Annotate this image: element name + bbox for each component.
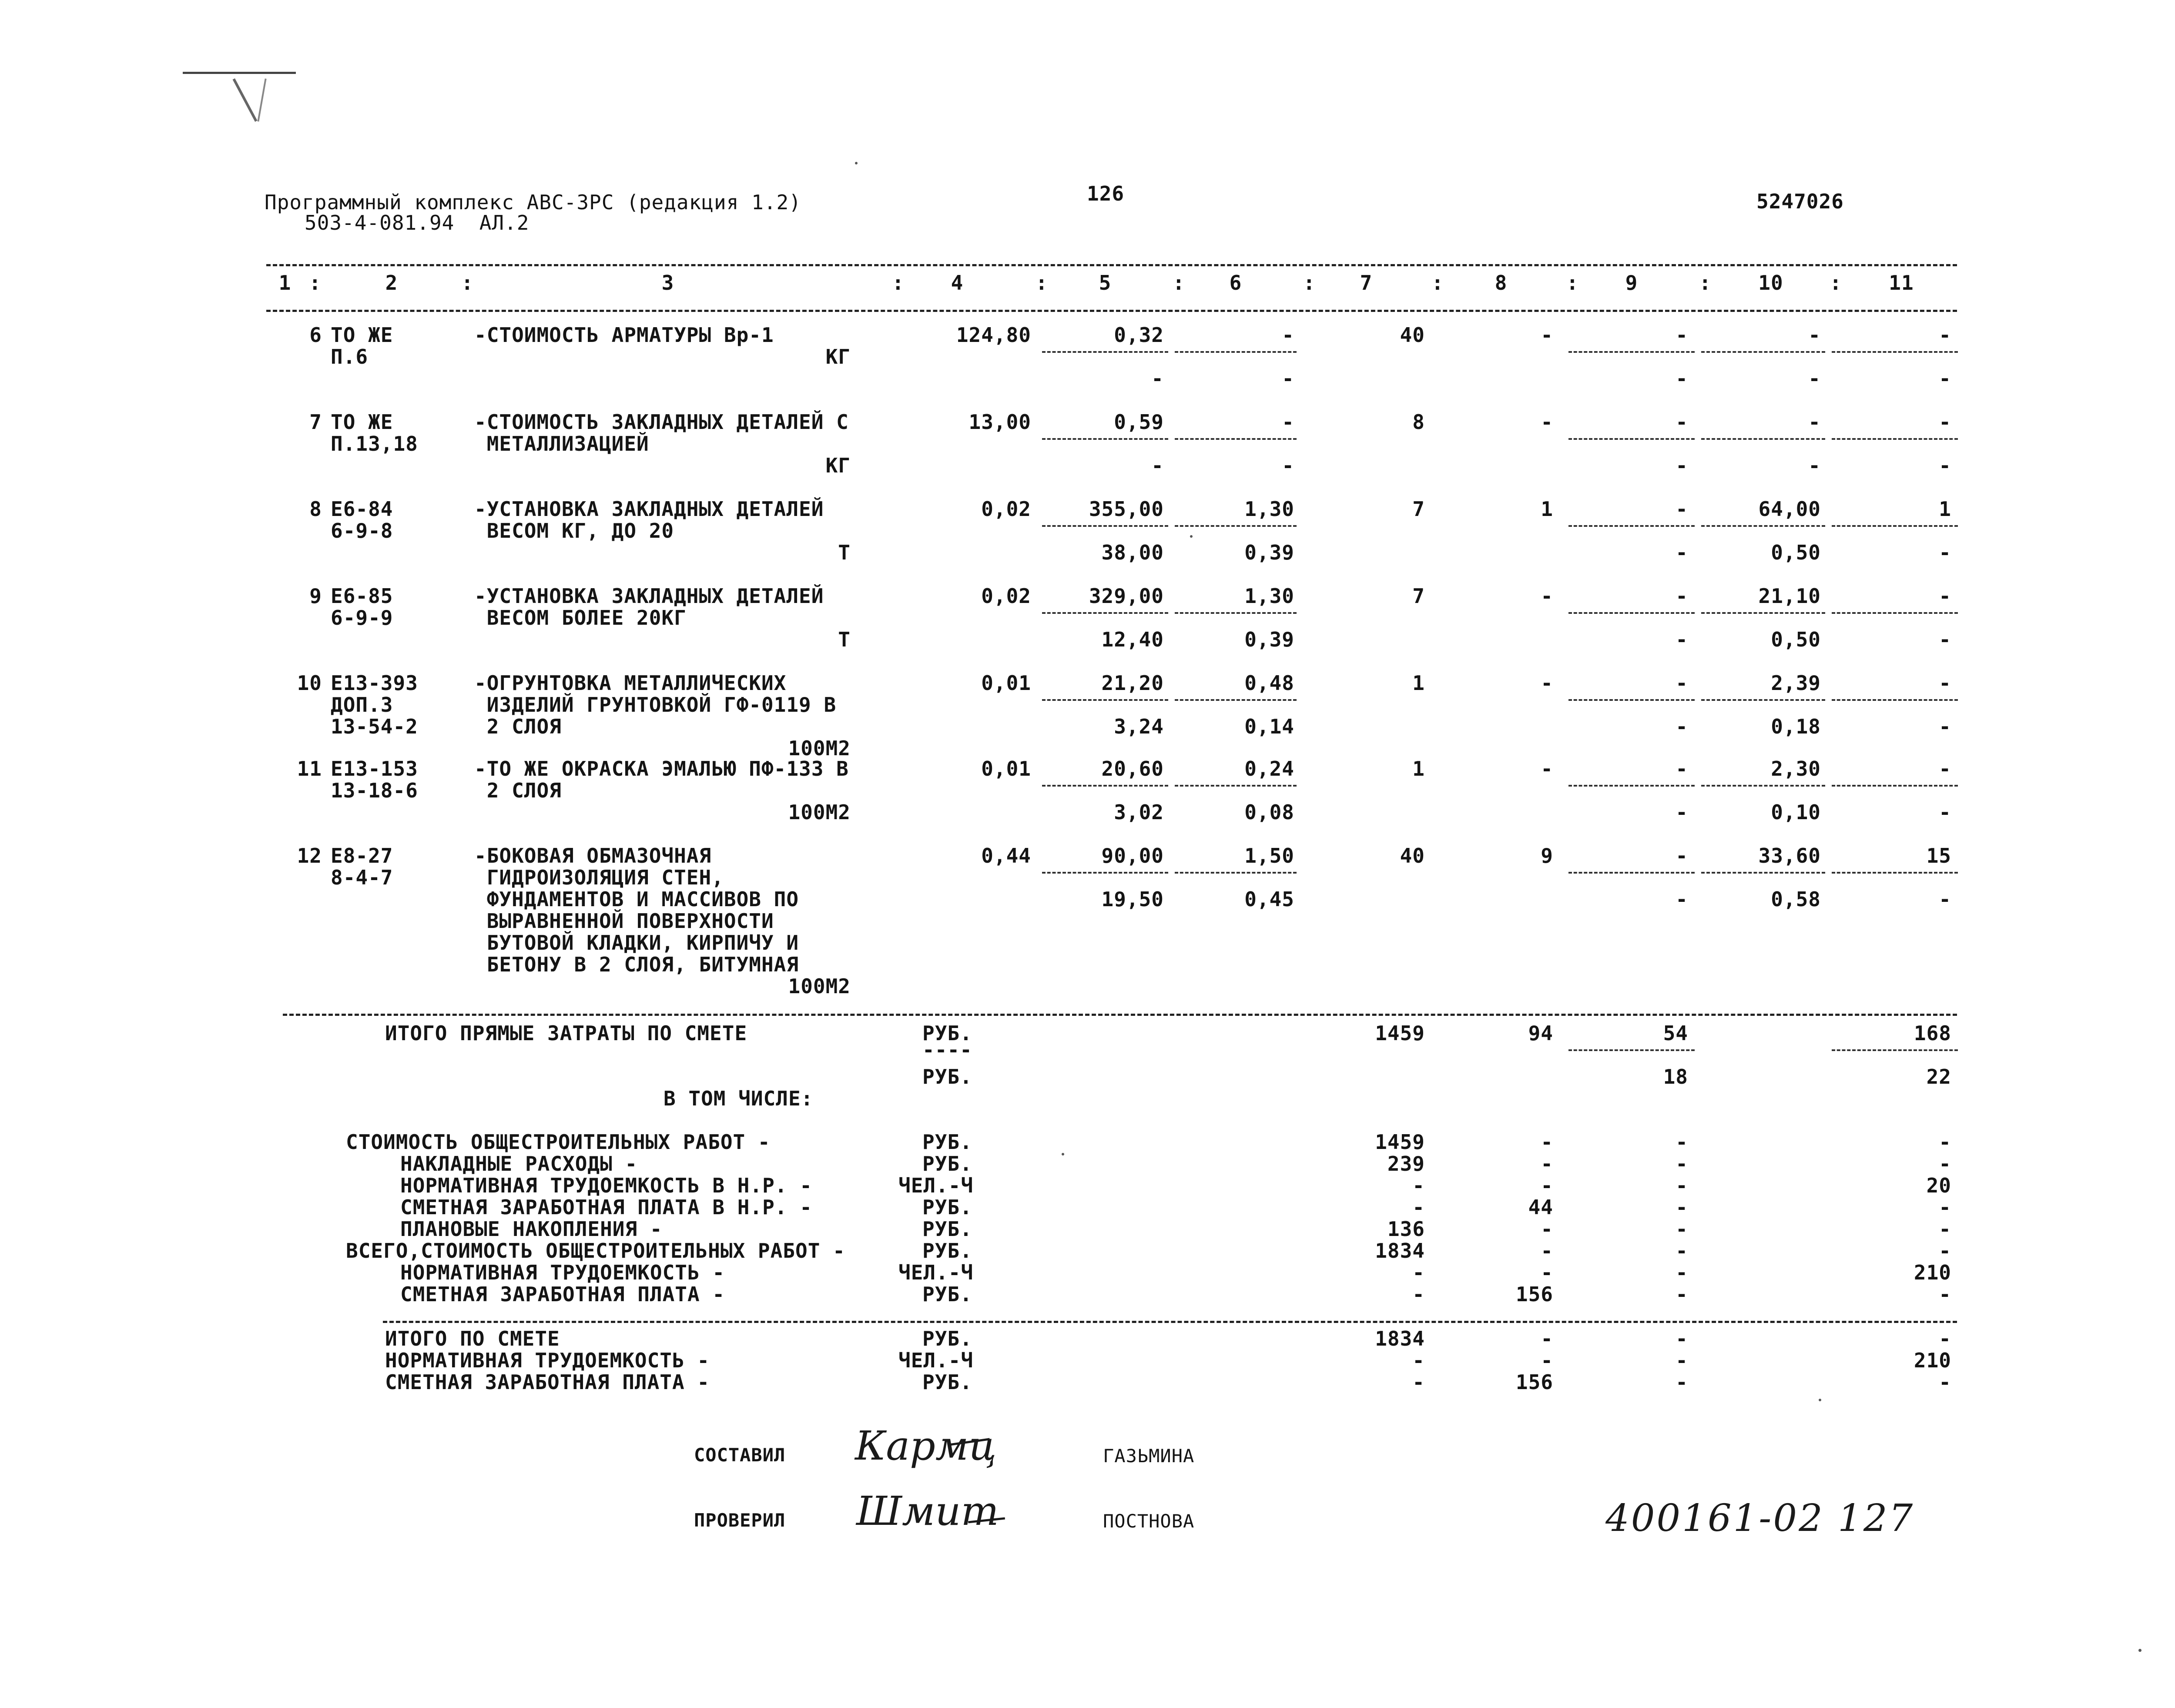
cell-divider [1042, 612, 1168, 614]
column-header-5: 5 [1099, 271, 1112, 295]
cell-divider [1832, 351, 1958, 353]
row-c11-top: 1 [1939, 497, 1951, 521]
row-code: 6-9-8 [331, 519, 393, 543]
row-c6-bottom: 0,45 [1244, 887, 1294, 911]
program-title: Программный комплекс АВС-ЗРС (редакция 1.2) [265, 191, 801, 214]
row-unit: 100М2 [788, 975, 851, 998]
checked-signature: Шмит [856, 1488, 999, 1534]
row-c11-top: - [1939, 584, 1951, 608]
grand-c9: - [1676, 1370, 1688, 1394]
page-number: 126 [1087, 182, 1125, 205]
cell-divider [1832, 1049, 1958, 1051]
scan-dot [1062, 1153, 1064, 1155]
row-number: 12 [297, 844, 322, 867]
row-c10-bottom: 0,18 [1771, 715, 1821, 738]
row-code: Е13-153 [331, 757, 418, 780]
row-c5-bottom: 3,24 [1114, 715, 1164, 738]
row-c10-bottom: 0,50 [1771, 541, 1821, 564]
summary-c8: - [1541, 1174, 1553, 1197]
grand-label: ИТОГО ПО СМЕТЕ [385, 1327, 560, 1350]
cell-divider [1042, 785, 1168, 787]
column-header-8: 8 [1495, 271, 1508, 295]
cell-divider [1832, 525, 1958, 527]
row-description: -СТОИМОСТЬ АРМАТУРЫ Вр-1 [474, 323, 774, 347]
row-number: 8 [309, 497, 322, 521]
row-c5-bottom: 12,40 [1101, 628, 1164, 651]
row-c8: - [1541, 410, 1553, 434]
row-c6-top: 0,24 [1244, 757, 1294, 780]
cell-divider [1701, 525, 1825, 527]
row-description: ВЫРАВНЕННОЙ ПОВЕРХНОСТИ [474, 909, 774, 933]
summary-c11: - [1939, 1217, 1951, 1241]
row-c9-bottom: - [1676, 541, 1688, 564]
row-unit: КГ [825, 345, 851, 368]
row-c10-top: 2,30 [1771, 757, 1821, 780]
column-separator: : [461, 271, 474, 295]
row-c11-bottom: - [1939, 628, 1951, 651]
row-c5-top: 355,00 [1089, 497, 1164, 521]
summary-c9: - [1676, 1174, 1688, 1197]
summary-label: ПЛАНОВЫЕ НАКОПЛЕНИЯ - [400, 1217, 663, 1241]
cell-divider [1175, 525, 1297, 527]
row-description: -СТОИМОСТЬ ЗАКЛАДНЫХ ДЕТАЛЕЙ С [474, 410, 849, 434]
summary-c7: 1459 [1375, 1130, 1425, 1154]
direct-sub-c11: 22 [1926, 1065, 1951, 1088]
row-c10-top: 64,00 [1758, 497, 1821, 521]
row-description: 2 СЛОЯ [474, 715, 562, 738]
scan-dot [1819, 1399, 1821, 1401]
row-c6-top: 1,30 [1244, 584, 1294, 608]
row-c10-top: 2,39 [1771, 671, 1821, 695]
row-description: -УСТАНОВКА ЗАКЛАДНЫХ ДЕТАЛЕЙ [474, 497, 824, 521]
row-c6-bottom: 0,39 [1244, 628, 1294, 651]
row-code: ТО ЖЕ [331, 323, 393, 347]
row-c5-top: 329,00 [1089, 584, 1164, 608]
summary-c8: - [1541, 1239, 1553, 1263]
row-c9-top: - [1676, 757, 1688, 780]
row-c5-top: 20,60 [1101, 757, 1164, 780]
row-c5-bottom: - [1151, 454, 1164, 477]
summary-label: СТОИМОСТЬ ОБЩЕСТРОИТЕЛЬНЫХ РАБОТ - [346, 1130, 771, 1154]
scan-artifact [183, 72, 296, 74]
row-c8: - [1541, 323, 1553, 347]
summary-unit: РУБ. [922, 1130, 972, 1154]
column-header-3: 3 [661, 271, 674, 295]
scan-dot [1190, 535, 1193, 538]
row-c7: 40 [1400, 323, 1425, 347]
row-description: -ТО ЖЕ ОКРАСКА ЭМАЛЬЮ ПФ-133 В [474, 757, 849, 780]
summary-c8: - [1541, 1261, 1553, 1284]
row-c5-bottom: 38,00 [1101, 541, 1164, 564]
row-unit: 100М2 [788, 800, 851, 824]
row-c9-bottom: - [1676, 715, 1688, 738]
cell-divider [1568, 612, 1695, 614]
grand-c7: - [1412, 1349, 1425, 1372]
row-c7: 8 [1412, 410, 1425, 434]
row-code: Е6-84 [331, 497, 393, 521]
cell-divider [1701, 785, 1825, 787]
summary-c11: - [1939, 1152, 1951, 1176]
grand-unit: РУБ. [922, 1327, 972, 1350]
summary-c9: - [1676, 1196, 1688, 1219]
summary-c8: 156 [1515, 1283, 1553, 1306]
row-c8: 9 [1541, 844, 1553, 867]
column-header-9: 9 [1625, 271, 1638, 295]
row-unit: Т [838, 541, 851, 564]
summary-c8: - [1541, 1152, 1553, 1176]
grand-rule [383, 1321, 1957, 1323]
row-c9-top: - [1676, 410, 1688, 434]
row-description: ФУНДАМЕНТОВ И МАССИВОВ ПО [474, 887, 799, 911]
row-c7: 1 [1412, 757, 1425, 780]
direct-sub-c9: 18 [1663, 1065, 1688, 1088]
row-quantity: 0,01 [981, 757, 1031, 780]
row-unit: 100М2 [788, 737, 851, 760]
summary-label: СМЕТНАЯ ЗАРАБОТНАЯ ПЛАТА - [400, 1283, 725, 1306]
cell-divider [1568, 785, 1695, 787]
cell-divider [1832, 699, 1958, 701]
summary-c11: 20 [1926, 1174, 1951, 1197]
row-c5-bottom: 19,50 [1101, 887, 1164, 911]
cell-divider [1701, 872, 1825, 874]
summary-c7: - [1412, 1174, 1425, 1197]
row-quantity: 0,02 [981, 497, 1031, 521]
cell-divider [1568, 699, 1695, 701]
grand-label: НОРМАТИВНАЯ ТРУДОЕМКОСТЬ - [385, 1349, 710, 1372]
row-c6-bottom: - [1282, 367, 1294, 390]
scan-artifact [257, 78, 266, 121]
document-number: 5247026 [1756, 190, 1844, 213]
column-header-7: 7 [1360, 271, 1373, 295]
summary-c9: - [1676, 1217, 1688, 1241]
row-c10-bottom: 0,50 [1771, 628, 1821, 651]
summary-c7: 1834 [1375, 1239, 1425, 1263]
row-c7: 7 [1412, 497, 1425, 521]
row-quantity: 0,01 [981, 671, 1031, 695]
column-header-11: 11 [1889, 271, 1914, 295]
direct-total-c7: 1459 [1375, 1021, 1425, 1045]
cell-divider [1568, 438, 1695, 440]
summary-label: НОРМАТИВНАЯ ТРУДОЕМКОСТЬ В Н.Р. - [400, 1174, 812, 1197]
row-unit: КГ [825, 454, 851, 477]
column-separator: : [1566, 271, 1579, 295]
row-number: 7 [309, 410, 322, 434]
cell-divider [1175, 872, 1297, 874]
row-code: 13-18-6 [331, 779, 418, 802]
summary-c11: 210 [1914, 1261, 1951, 1284]
row-code: П.6 [331, 345, 369, 368]
cell-divider [1832, 438, 1958, 440]
row-c10-bottom: 0,10 [1771, 800, 1821, 824]
header-rule [266, 310, 1957, 312]
row-quantity: 0,44 [981, 844, 1031, 867]
row-description: ВЕСОМ БОЛЕЕ 20КГ [474, 606, 687, 630]
summary-c9: - [1676, 1239, 1688, 1263]
compiled-name: ГАЗЬМИНА [1103, 1445, 1195, 1467]
cell-divider [1701, 699, 1825, 701]
row-c11-bottom: - [1939, 454, 1951, 477]
column-header-10: 10 [1758, 271, 1783, 295]
summary-c9: - [1676, 1152, 1688, 1176]
grand-unit: РУБ. [922, 1370, 972, 1394]
column-header-2: 2 [385, 271, 398, 295]
direct-total-c11: 168 [1914, 1021, 1951, 1045]
summary-c7: - [1412, 1283, 1425, 1306]
compiled-signature: Кармц [855, 1423, 997, 1469]
summary-label: НОРМАТИВНАЯ ТРУДОЕМКОСТЬ - [400, 1261, 725, 1284]
column-separator: : [1699, 271, 1712, 295]
row-c5-bottom: - [1151, 367, 1164, 390]
direct-total-c9: 54 [1663, 1021, 1688, 1045]
summary-c8: - [1541, 1130, 1553, 1154]
row-code: Е8-27 [331, 844, 393, 867]
row-c6-bottom: - [1282, 454, 1294, 477]
row-c11-bottom: - [1939, 541, 1951, 564]
summary-c7: - [1412, 1196, 1425, 1219]
row-code: Е6-85 [331, 584, 393, 608]
grand-c11: - [1939, 1370, 1951, 1394]
column-separator: : [1173, 271, 1185, 295]
row-number: 6 [309, 323, 322, 347]
grand-unit: ЧЕЛ.-Ч [898, 1349, 974, 1372]
row-c6-top: 1,50 [1244, 844, 1294, 867]
cell-divider [1175, 351, 1297, 353]
column-separator: : [1303, 271, 1316, 295]
grand-label: СМЕТНАЯ ЗАРАБОТНАЯ ПЛАТА - [385, 1370, 710, 1394]
row-code: ТО ЖЕ [331, 410, 393, 434]
row-c7: 7 [1412, 584, 1425, 608]
summary-unit: РУБ. [922, 1283, 972, 1306]
summary-unit: ЧЕЛ.-Ч [898, 1261, 974, 1284]
summary-c11: - [1939, 1196, 1951, 1219]
cell-divider [1175, 612, 1297, 614]
row-c6-top: 1,30 [1244, 497, 1294, 521]
row-c6-bottom: 0,14 [1244, 715, 1294, 738]
row-c11-bottom: - [1939, 800, 1951, 824]
row-c9-top: - [1676, 844, 1688, 867]
cell-divider [1701, 438, 1825, 440]
summary-c11: - [1939, 1130, 1951, 1154]
row-c11-top: - [1939, 757, 1951, 780]
row-c7: 1 [1412, 671, 1425, 695]
row-unit: Т [838, 628, 851, 651]
cell-divider [1701, 612, 1825, 614]
row-c9-bottom: - [1676, 800, 1688, 824]
row-c5-top: 0,32 [1114, 323, 1164, 347]
scan-dot [855, 162, 858, 164]
column-header-4: 4 [951, 271, 964, 295]
row-c10-bottom: - [1808, 454, 1821, 477]
cell-divider [1568, 351, 1695, 353]
summary-unit: РУБ. [922, 1196, 972, 1219]
row-c6-top: 0,48 [1244, 671, 1294, 695]
row-c11-bottom: - [1939, 715, 1951, 738]
summary-c7: 239 [1387, 1152, 1425, 1176]
cell-divider [1832, 785, 1958, 787]
row-code: ДОП.3 [331, 693, 393, 717]
row-c6-top: - [1282, 410, 1294, 434]
top-rule [266, 264, 1957, 266]
row-c9-top: - [1676, 584, 1688, 608]
summary-c8: - [1541, 1217, 1553, 1241]
grand-c8: - [1541, 1349, 1553, 1372]
summary-c7: - [1412, 1261, 1425, 1284]
including-label: В ТОМ ЧИСЛЕ: [664, 1087, 814, 1110]
handwritten-note: 400161-02 127 [1605, 1497, 1915, 1540]
row-c9-bottom: - [1676, 454, 1688, 477]
summary-c9: - [1676, 1130, 1688, 1154]
row-code: П.13,18 [331, 432, 418, 455]
row-c8: - [1541, 671, 1553, 695]
row-c10-top: 33,60 [1758, 844, 1821, 867]
row-description: -ОГРУНТОВКА МЕТАЛЛИЧЕСКИХ [474, 671, 787, 695]
row-c10-top: 21,10 [1758, 584, 1821, 608]
grand-c11: 210 [1914, 1349, 1951, 1372]
row-quantity: 13,00 [969, 410, 1031, 434]
summary-c9: - [1676, 1283, 1688, 1306]
direct-total-label: ИТОГО ПРЯМЫЕ ЗАТРАТЫ ПО СМЕТЕ [385, 1021, 747, 1045]
row-c6-bottom: 0,39 [1244, 541, 1294, 564]
checked-label: ПРОВЕРИЛ [694, 1510, 786, 1531]
totals-rule [283, 1014, 1957, 1016]
grand-c9: - [1676, 1349, 1688, 1372]
row-c9-bottom: - [1676, 628, 1688, 651]
project-code: 503-4-081.94 АЛ.2 [305, 211, 530, 234]
row-quantity: 0,02 [981, 584, 1031, 608]
row-c9-bottom: - [1676, 367, 1688, 390]
column-separator: : [892, 271, 905, 295]
summary-c7: 136 [1387, 1217, 1425, 1241]
row-c5-top: 90,00 [1101, 844, 1164, 867]
grand-c8: 156 [1515, 1370, 1553, 1394]
row-code: Е13-393 [331, 671, 418, 695]
grand-c8: - [1541, 1327, 1553, 1350]
row-description: БУТОВОЙ КЛАДКИ, КИРПИЧУ И [474, 931, 799, 954]
row-code: 8-4-7 [331, 866, 393, 889]
row-c11-bottom: - [1939, 887, 1951, 911]
row-description: ГИДРОИЗОЛЯЦИЯ СТЕН, [474, 866, 724, 889]
cell-divider [1701, 351, 1825, 353]
summary-unit: РУБ. [922, 1217, 972, 1241]
direct-total-unit: РУБ. [922, 1021, 972, 1045]
row-c6-top: - [1282, 323, 1294, 347]
row-description: 2 СЛОЯ [474, 779, 562, 802]
row-c11-top: - [1939, 323, 1951, 347]
grand-c9: - [1676, 1327, 1688, 1350]
column-header-6: 6 [1229, 271, 1242, 295]
row-number: 11 [297, 757, 322, 780]
row-c9-top: - [1676, 497, 1688, 521]
cell-divider [1568, 1049, 1695, 1051]
row-c11-bottom: - [1939, 367, 1951, 390]
direct-sub-dash: ---- [922, 1038, 972, 1062]
row-c5-bottom: 3,02 [1114, 800, 1164, 824]
summary-unit: РУБ. [922, 1152, 972, 1176]
row-c11-top: - [1939, 410, 1951, 434]
summary-c9: - [1676, 1261, 1688, 1284]
row-quantity: 124,80 [956, 323, 1031, 347]
grand-c11: - [1939, 1327, 1951, 1350]
summary-label: НАКЛАДНЫЕ РАСХОДЫ - [400, 1152, 638, 1176]
row-c11-top: - [1939, 671, 1951, 695]
row-description: МЕТАЛЛИЗАЦИЕЙ [474, 432, 649, 455]
row-c9-bottom: - [1676, 887, 1688, 911]
cell-divider [1568, 872, 1695, 874]
cell-divider [1042, 351, 1168, 353]
row-c8: - [1541, 757, 1553, 780]
compiled-label: СОСТАВИЛ [694, 1444, 786, 1466]
summary-c11: - [1939, 1283, 1951, 1306]
column-separator: : [309, 271, 322, 295]
column-separator: : [1830, 271, 1842, 295]
cell-divider [1042, 872, 1168, 874]
row-description: -БОКОВАЯ ОБМАЗОЧНАЯ [474, 844, 712, 867]
column-separator: : [1431, 271, 1444, 295]
row-c5-top: 0,59 [1114, 410, 1164, 434]
cell-divider [1832, 872, 1958, 874]
row-description: -УСТАНОВКА ЗАКЛАДНЫХ ДЕТАЛЕЙ [474, 584, 824, 608]
row-description: БЕТОНУ В 2 СЛОЯ, БИТУМНАЯ [474, 953, 799, 976]
grand-c7: - [1412, 1370, 1425, 1394]
row-c8: 1 [1541, 497, 1553, 521]
cell-divider [1568, 525, 1695, 527]
checked-name: ПОСТНОВА [1103, 1510, 1195, 1532]
row-c8: - [1541, 584, 1553, 608]
summary-label: ВСЕГО,СТОИМОСТЬ ОБЩЕСТРОИТЕЛЬНЫХ РАБОТ - [346, 1239, 845, 1263]
row-code: 13-54-2 [331, 715, 418, 738]
cell-divider [1175, 699, 1297, 701]
summary-c8: 44 [1528, 1196, 1553, 1219]
row-number: 9 [309, 584, 322, 608]
row-c6-bottom: 0,08 [1244, 800, 1294, 824]
row-number: 10 [297, 671, 322, 695]
summary-unit: ЧЕЛ.-Ч [898, 1174, 974, 1197]
summary-label: СМЕТНАЯ ЗАРАБОТНАЯ ПЛАТА В Н.Р. - [400, 1196, 812, 1219]
column-header-1: 1 [278, 271, 292, 295]
row-c10-top: - [1808, 410, 1821, 434]
row-c7: 40 [1400, 844, 1425, 867]
summary-c11: - [1939, 1239, 1951, 1263]
row-code: 6-9-9 [331, 606, 393, 630]
summary-unit: РУБ. [922, 1239, 972, 1263]
cell-divider [1832, 612, 1958, 614]
row-c9-top: - [1676, 323, 1688, 347]
cell-divider [1175, 438, 1297, 440]
direct-sub-unit: РУБ. [922, 1065, 972, 1088]
scan-artifact [233, 78, 258, 122]
column-separator: : [1036, 271, 1048, 295]
cell-divider [1042, 525, 1168, 527]
row-c9-top: - [1676, 671, 1688, 695]
row-c10-bottom: 0,58 [1771, 887, 1821, 911]
cell-divider [1042, 699, 1168, 701]
direct-total-c8: 94 [1528, 1021, 1553, 1045]
grand-c7: 1834 [1375, 1327, 1425, 1350]
scan-dot [2138, 1649, 2141, 1652]
row-c10-bottom: - [1808, 367, 1821, 390]
row-c10-top: - [1808, 323, 1821, 347]
row-description: ВЕСОМ КГ, ДО 20 [474, 519, 674, 543]
cell-divider [1042, 438, 1168, 440]
row-description: ИЗДЕЛИЙ ГРУНТОВКОЙ ГФ-0119 В [474, 693, 837, 717]
row-c11-top: 15 [1926, 844, 1951, 867]
row-c5-top: 21,20 [1101, 671, 1164, 695]
cell-divider [1175, 785, 1297, 787]
